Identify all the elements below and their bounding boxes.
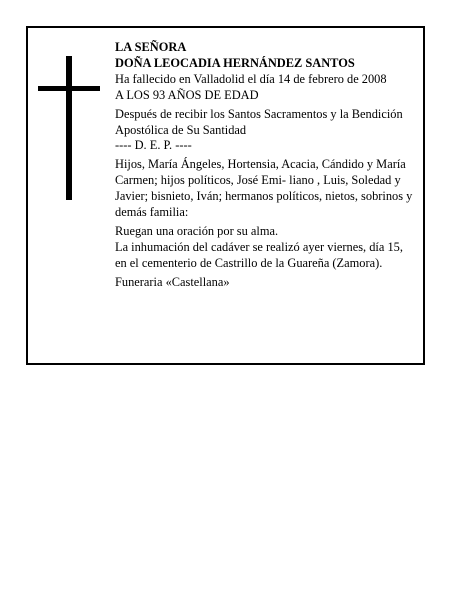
age-statement: A LOS 93 AÑOS DE EDAD [115,87,259,102]
cross-icon [38,56,102,200]
cross-horizontal-bar [38,86,100,91]
funeral-home: Funeraria «Castellana» [115,274,230,289]
prayer-request: Ruegan una oración por su alma. [115,223,279,238]
burial-statement: La inhumación del cadáver se realizó ayer viernes, día 15, en el cementerio de Castrillo de la Guareña (Zamora). [115,239,403,270]
family-list: Hijos, María Ángeles, Hortensia, Acacia, Cándido y María Carmen; hijos políticos, José Emi- liano , Luis, Soledad y Javier; bisnieto, Iván; hermanos políticos, nietos, sobrinos y demás familia: [115,157,413,220]
notice-title: LA SEÑORA [115,40,187,54]
cross-vertical-bar [66,56,72,200]
obituary-notice [26,26,425,365]
death-statement: Ha fallecido en Valladolid el día 14 de febrero de 2008 [115,71,387,86]
rip-line: ---- D. E. P. ---- [115,138,192,153]
deceased-name: DOÑA LEOCADIA HERNÁNDEZ SANTOS [115,55,355,70]
notice-text [115,40,415,291]
sacraments-statement: Después de recibir los Santos Sacramentos y la Bendición Apostólica de Su Santidad [115,106,403,137]
